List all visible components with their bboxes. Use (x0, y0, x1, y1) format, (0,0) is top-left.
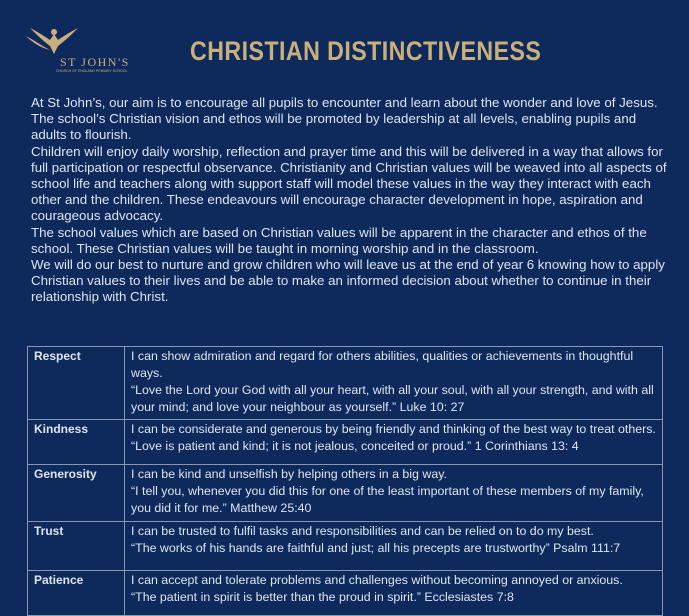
school-logo (24, 24, 154, 78)
table-row (28, 347, 663, 420)
value-name: Generosity (28, 465, 125, 522)
intro-paragraph: We will do our best to nurture and grow children who will leave us at the end of year 6 knowing how to apply Christian values to their lives and be able to make an informed decision about whether to continue in their relationship with Christ. (31, 257, 665, 305)
value-description (125, 465, 663, 522)
logo-tagline: CHURCH OF ENGLAND PRIMARY SCHOOL (56, 69, 128, 73)
value-name: Trust (28, 522, 125, 571)
value-description (125, 347, 663, 420)
value-quote: “The patient in spirit is better than the proud in spirit.” Ecclesiastes 7:8 (131, 590, 514, 604)
value-name: Respect (28, 347, 125, 420)
page-title: CHRISTIAN DISTINCTIVENESS (190, 36, 542, 66)
value-quote: “Love the Lord your God with all your heart, with all your soul, with all your strength, and with all your mind; and love your neighbour as yourself.” Luke 10: 27 (131, 383, 654, 414)
value-definition: I can accept and tolerate problems and challenges without becoming annoyed or anxious. (131, 573, 623, 587)
logo-name: ST JOHN'S (60, 55, 130, 69)
table-row (28, 420, 663, 465)
value-name: Kindness (28, 420, 125, 465)
value-definition: I can be kind and unselfish by helping others in a big way. (131, 467, 447, 481)
intro-paragraph: Children will enjoy daily worship, reflection and prayer time and this will be delivered in a way that allows for full participation or respectful observance. Christianity and Christian values will be weaved into all aspects of school life and teachers along with support staff will model these values in the way they interact with each other and the children. These endeavours will encourage character development in hope, aspiration and courageous advocacy. (31, 143, 667, 224)
intro-paragraph: At St John’s, our aim is to encourage all pupils to encounter and learn about the wonder and love of Jesus. The school’s Christian vision and ethos will be promoted by leadership at all levels, enabling pupils and adults to flourish. (31, 95, 658, 143)
value-description (125, 522, 663, 571)
values-table (27, 346, 663, 616)
value-quote: “Love is patient and kind; it is not jealous, conceited or proud.” 1 Corinthians 13: 4 (131, 439, 579, 453)
intro-paragraph: The school values which are based on Christian values will be apparent in the character and ethos of the school. These Christian values will be taught in morning worship and in the classroom. (31, 224, 647, 256)
value-description (125, 420, 663, 465)
table-row (28, 522, 663, 571)
value-definition: I can be trusted to fulfil tasks and responsibilities and can be relied on to do my best. (131, 524, 594, 538)
value-quote: “I tell you, whenever you did this for one of the least important of these members of my family, you did it for me.” Matthew 25:40 (131, 484, 644, 515)
table-row (28, 465, 663, 522)
value-definition: I can show admiration and regard for others abilities, qualities or achievements in thoughtful ways. (131, 349, 634, 380)
value-definition: I can be considerate and generous by being friendly and thinking of the best way to treat others. (131, 422, 656, 436)
value-name: Patience (28, 571, 125, 616)
value-quote: “The works of his hands are faithful and just; all his precepts are trustworthy” Psalm 111:7 (131, 541, 621, 555)
intro-text (31, 95, 671, 306)
